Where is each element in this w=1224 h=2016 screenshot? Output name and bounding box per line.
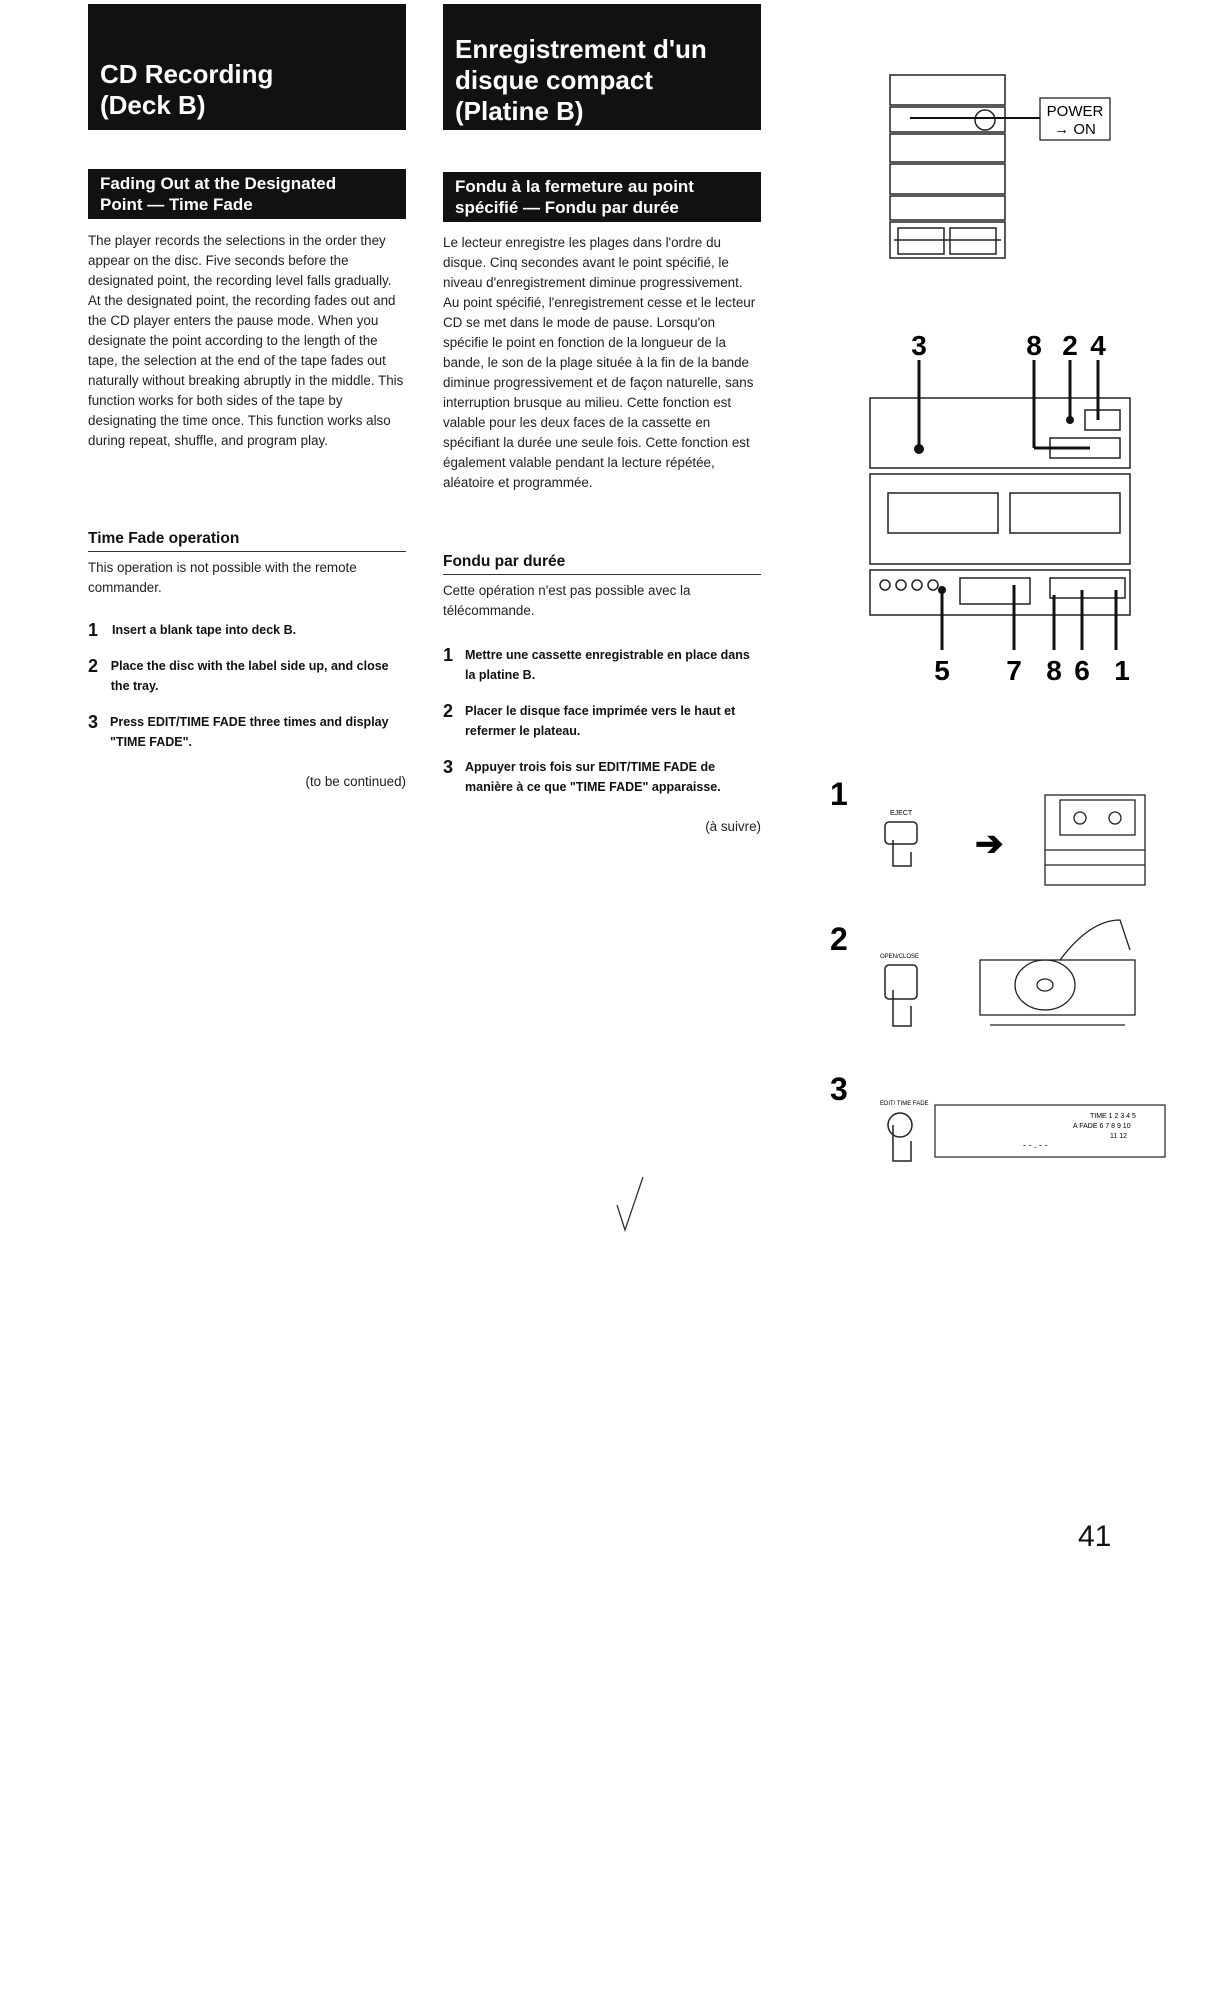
figure-step-2: 2	[830, 921, 848, 957]
subtitle-line: spécifié — Fondu par durée	[455, 198, 679, 217]
step-item	[88, 656, 406, 696]
page-title-en	[88, 4, 406, 130]
continued-note-en: (to be continued)	[305, 774, 406, 789]
callout-5: 5	[934, 655, 950, 686]
body-text-fr: Le lecteur enregistre les plages dans l'ordre du disque. Cinq secondes avant le point spécifié, le niveau d'enregistrement diminue progressivement. Au point spécifié, l'enregistrement cesse et le lecteur CD se met dans le mode de pause. Lorsqu'on spécifie le point en fonction de la longueur de la bande, le son de la plage située à la fin de la bande diminue progressivement et de façon naturelle, sans interruption brusque au milieu. Cette fonction est valable pour les deux faces de la cassette en spécifiant la durée une seule fois. Cette fonction est également valable pendant la lecture répétée, aléatoire et programmée.	[443, 235, 756, 490]
edit-time-fade-button-icon	[888, 1113, 912, 1161]
callout-8: 8	[1026, 330, 1042, 361]
title-line: (Platine B)	[455, 96, 584, 126]
page-number: 41	[1078, 1520, 1112, 1553]
step-text: Insert a blank tape into deck B.	[112, 623, 297, 637]
subtitle-en	[88, 169, 406, 219]
power-label: POWER	[1046, 103, 1104, 120]
power-on-label: → ON	[1054, 121, 1096, 138]
title-line: (Deck B)	[100, 90, 206, 120]
callout-1: 1	[1114, 655, 1130, 686]
step-text: Mettre une cassette enregistrable en place dans la platine B.	[465, 648, 750, 682]
continued-note-fr: (à suivre)	[705, 819, 761, 834]
section-banner-en	[88, 169, 406, 219]
illustration-panel	[830, 0, 1190, 1200]
checkmark-mark	[615, 1175, 645, 1235]
callout-6: 6	[1074, 655, 1090, 686]
title-line: Enregistrement d'un	[455, 34, 707, 64]
section-heading-fr	[443, 553, 761, 621]
subtitle-line: Fading Out at the Designated	[100, 174, 337, 193]
figure-step-1: 1	[830, 776, 848, 812]
heading-time-fade: Time Fade operation	[88, 530, 406, 552]
subtitle-line: Fondu à la fermeture au point	[455, 177, 694, 196]
heading-fondu: Fondu par durée	[443, 553, 761, 575]
title-line: CD Recording	[100, 59, 274, 89]
page-title-fr	[443, 4, 761, 130]
editfade-label: EDIT/ TIME FADE	[880, 1101, 929, 1107]
remote-note-en: This operation is not possible with the remote commander.	[88, 560, 357, 595]
callout-3: 3	[911, 330, 927, 361]
step-number: 1	[443, 645, 454, 665]
step-text: Placer le disque face imprimée vers le haut et refermer le plateau.	[465, 704, 736, 738]
step-number: 3	[443, 757, 454, 777]
callout-4: 4	[1090, 330, 1106, 361]
steps-fr	[443, 645, 761, 834]
step-number: 2	[88, 656, 99, 676]
stereo-stack-icon	[890, 75, 1005, 258]
step-text: Appuyer trois fois sur EDIT/TIME FADE de manière à ce que "TIME FADE" apparaisse.	[465, 760, 721, 794]
remote-note-fr: Cette opération n'est pas possible avec la télécommande.	[443, 583, 691, 618]
section-banner-fr	[443, 172, 761, 222]
step-item	[443, 645, 761, 685]
step-text: Press EDIT/TIME FADE three times and display "TIME FADE".	[110, 715, 389, 749]
english-column	[88, 4, 406, 130]
arrow-right-icon: ➔	[975, 825, 1004, 863]
stereo-illustration	[830, 0, 1190, 1200]
step-number: 3	[88, 712, 99, 732]
callout-7: 7	[1006, 655, 1022, 686]
callout-2: 2	[1062, 330, 1078, 361]
body-text-en: The player records the selections in the order they appear on the disc. Five seconds before the designated point, the recording level falls gradually. At the designated point, the recording fades out and the CD player enters the pause mode. When you designate the point according to the length of the tape, the selection at the end of the tape fades out naturally without breaking abruptly in the middle. This function works for both sides of the tape by designating the time once. This function works also during repeat, shuffle, and program play.	[88, 233, 404, 448]
french-column	[443, 4, 761, 130]
display-row-3: 11 12	[1110, 1133, 1127, 1140]
step-number: 1	[88, 620, 99, 640]
step-item	[443, 701, 761, 741]
cassette-deck-icon	[1045, 795, 1145, 885]
step-number: 2	[443, 701, 454, 721]
cd-tray-icon	[980, 920, 1135, 1025]
step-item	[443, 757, 761, 797]
display-row-2: A FADE 6 7 8 9 10	[1073, 1123, 1131, 1130]
display-row-1: TIME 1 2 3 4 5	[1090, 1113, 1136, 1120]
steps-en	[88, 620, 406, 789]
subtitle-fr	[443, 172, 761, 222]
eject-label: EJECT	[890, 810, 913, 817]
section-heading-en	[88, 530, 406, 598]
callout-lines	[919, 360, 1116, 650]
step-text: Place the disc with the label side up, and close the tray.	[110, 659, 389, 693]
figure-step-3: 3	[830, 1071, 848, 1107]
front-panel-figure	[870, 398, 1130, 615]
subtitle-line: Point — Time Fade	[100, 195, 253, 214]
eject-button-icon	[885, 822, 917, 866]
title-line: disque compact	[455, 65, 653, 95]
openclose-label: OPEN/CLOSE	[880, 954, 920, 960]
step-item	[88, 620, 406, 640]
display-dashes: - - . - -	[1023, 1140, 1048, 1150]
step-item	[88, 712, 406, 752]
openclose-button-icon	[885, 965, 917, 1026]
callout-8-bottom: 8	[1046, 655, 1062, 686]
